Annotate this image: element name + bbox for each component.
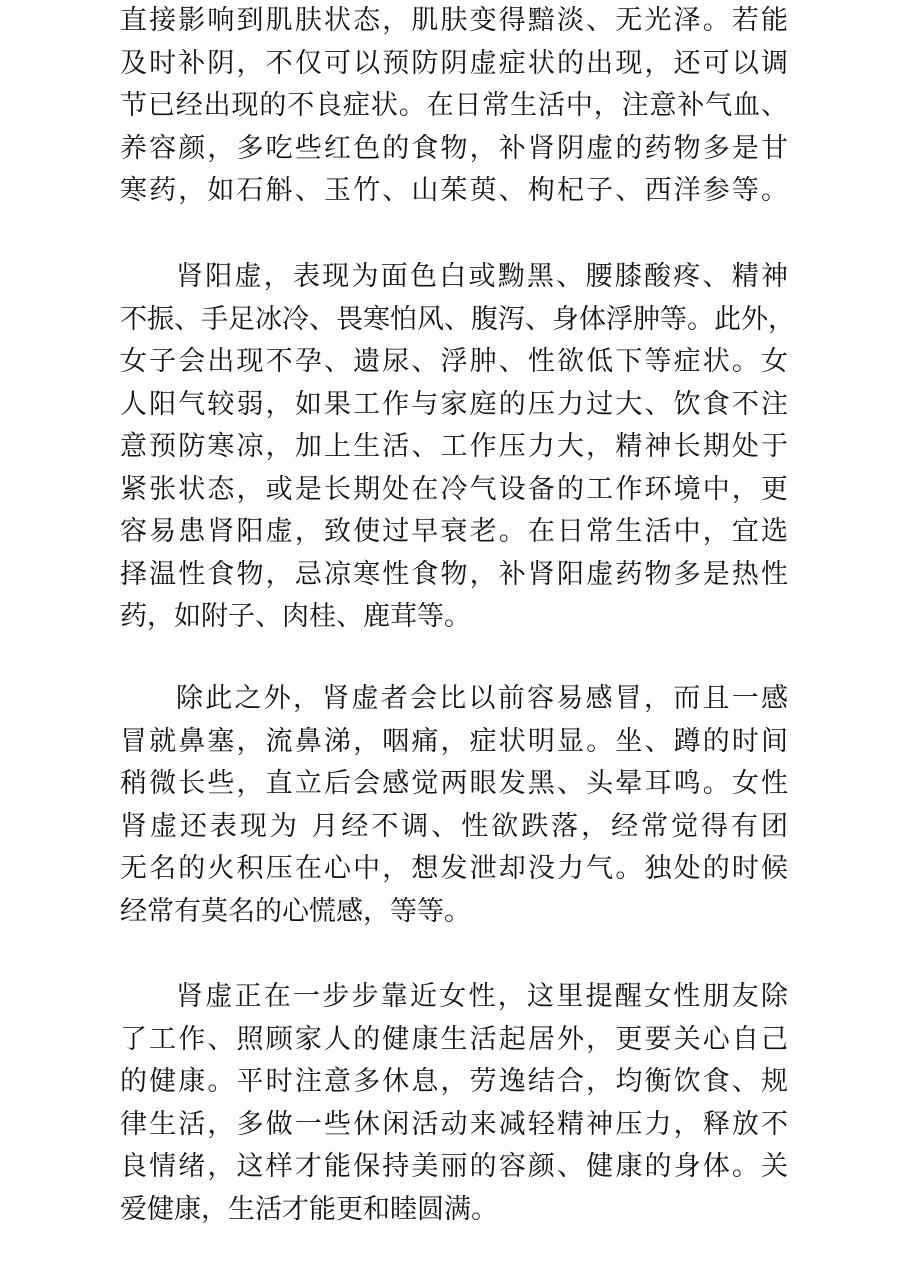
text-line: 意预防寒凉，加上生活、工作压力大，精神长期处于 [120, 431, 788, 462]
text-line: 了工作、照顾家人的健康生活起居外，更要关心自己 [120, 1023, 788, 1055]
text-line: 紧张状态，或是长期处在冷气设备的工作环境中，更 [120, 473, 788, 505]
text-line: 肾虚正在一步步靠近女性，这里提醒女性朋友除 [176, 981, 788, 1012]
text-line: 无名的火积压在心中，想发泄却没力气。独处的时候 [120, 853, 788, 884]
text-line: 爱健康，生活才能更和睦圆满。 [120, 1193, 498, 1225]
text-line: 人阳气较弱，如果工作与家庭的压力过大、饮食不注 [120, 388, 788, 420]
text-line: 冒就鼻塞，流鼻涕，咽痛，症状明显。坐、蹲的时间 [120, 725, 788, 757]
text-line: 女子会出现不孕、遗尿、浮肿、性欲低下等症状。女 [120, 346, 788, 377]
text-line: 及时补阴，不仅可以预防阴虚症状的出现，还可以调 [120, 47, 788, 79]
paragraph-advice [120, 976, 788, 1231]
text-line: 直接影响到肌肤状态，肌肤变得黯淡、无光泽。若能 [120, 5, 788, 36]
text-line: 经常有莫名的心慌感，等等。 [120, 895, 471, 927]
text-line: 稍微长些，直立后会感觉两眼发黑、头晕耳鸣。女性 [120, 768, 788, 799]
paragraph-yang-deficiency [120, 256, 795, 639]
text-line: 良情绪，这样才能保持美丽的容颜、健康的身体。关 [120, 1151, 788, 1182]
text-line: 除此之外，肾虚者会比以前容易感冒，而且一感 [176, 683, 788, 714]
text-line: 律生活，多做一些休闲活动来减轻精神压力，释放不 [120, 1108, 788, 1140]
text-line: 养容颜，多吃些红色的食物，补肾阴虚的药物多是甘 [120, 132, 788, 164]
text-line: 肾虚还表现为 月经不调、性欲跌落，经常觉得有团 [120, 810, 788, 842]
text-line: 的健康。平时注意多休息，劳逸结合，均衡饮食、规 [120, 1066, 788, 1097]
text-line: 寒药，如石斛、玉竹、山茱萸、枸杞子、西洋参等。 [120, 175, 788, 206]
paragraph-yin-deficiency [120, 0, 788, 213]
text-line: 药，如附子、肉桂、鹿茸等。 [120, 601, 471, 632]
text-line: 节已经出现的不良症状。在日常生活中，注意补气血、 [120, 90, 788, 121]
text-line: 容易患肾阳虚，致使过早衰老。在日常生活中，宜选 [120, 516, 788, 547]
text-line: 不振、手足冰冷、畏寒怕风、腹泻、身体浮肿等。此外， [120, 303, 795, 335]
text-line: 肾阳虚，表现为面色白或黝黑、腰膝酸疼、精神 [176, 261, 788, 292]
paragraph-other-symptoms [120, 678, 788, 933]
text-line: 择温性食物，忌凉寒性食物，补肾阳虚药物多是热性 [120, 558, 788, 590]
